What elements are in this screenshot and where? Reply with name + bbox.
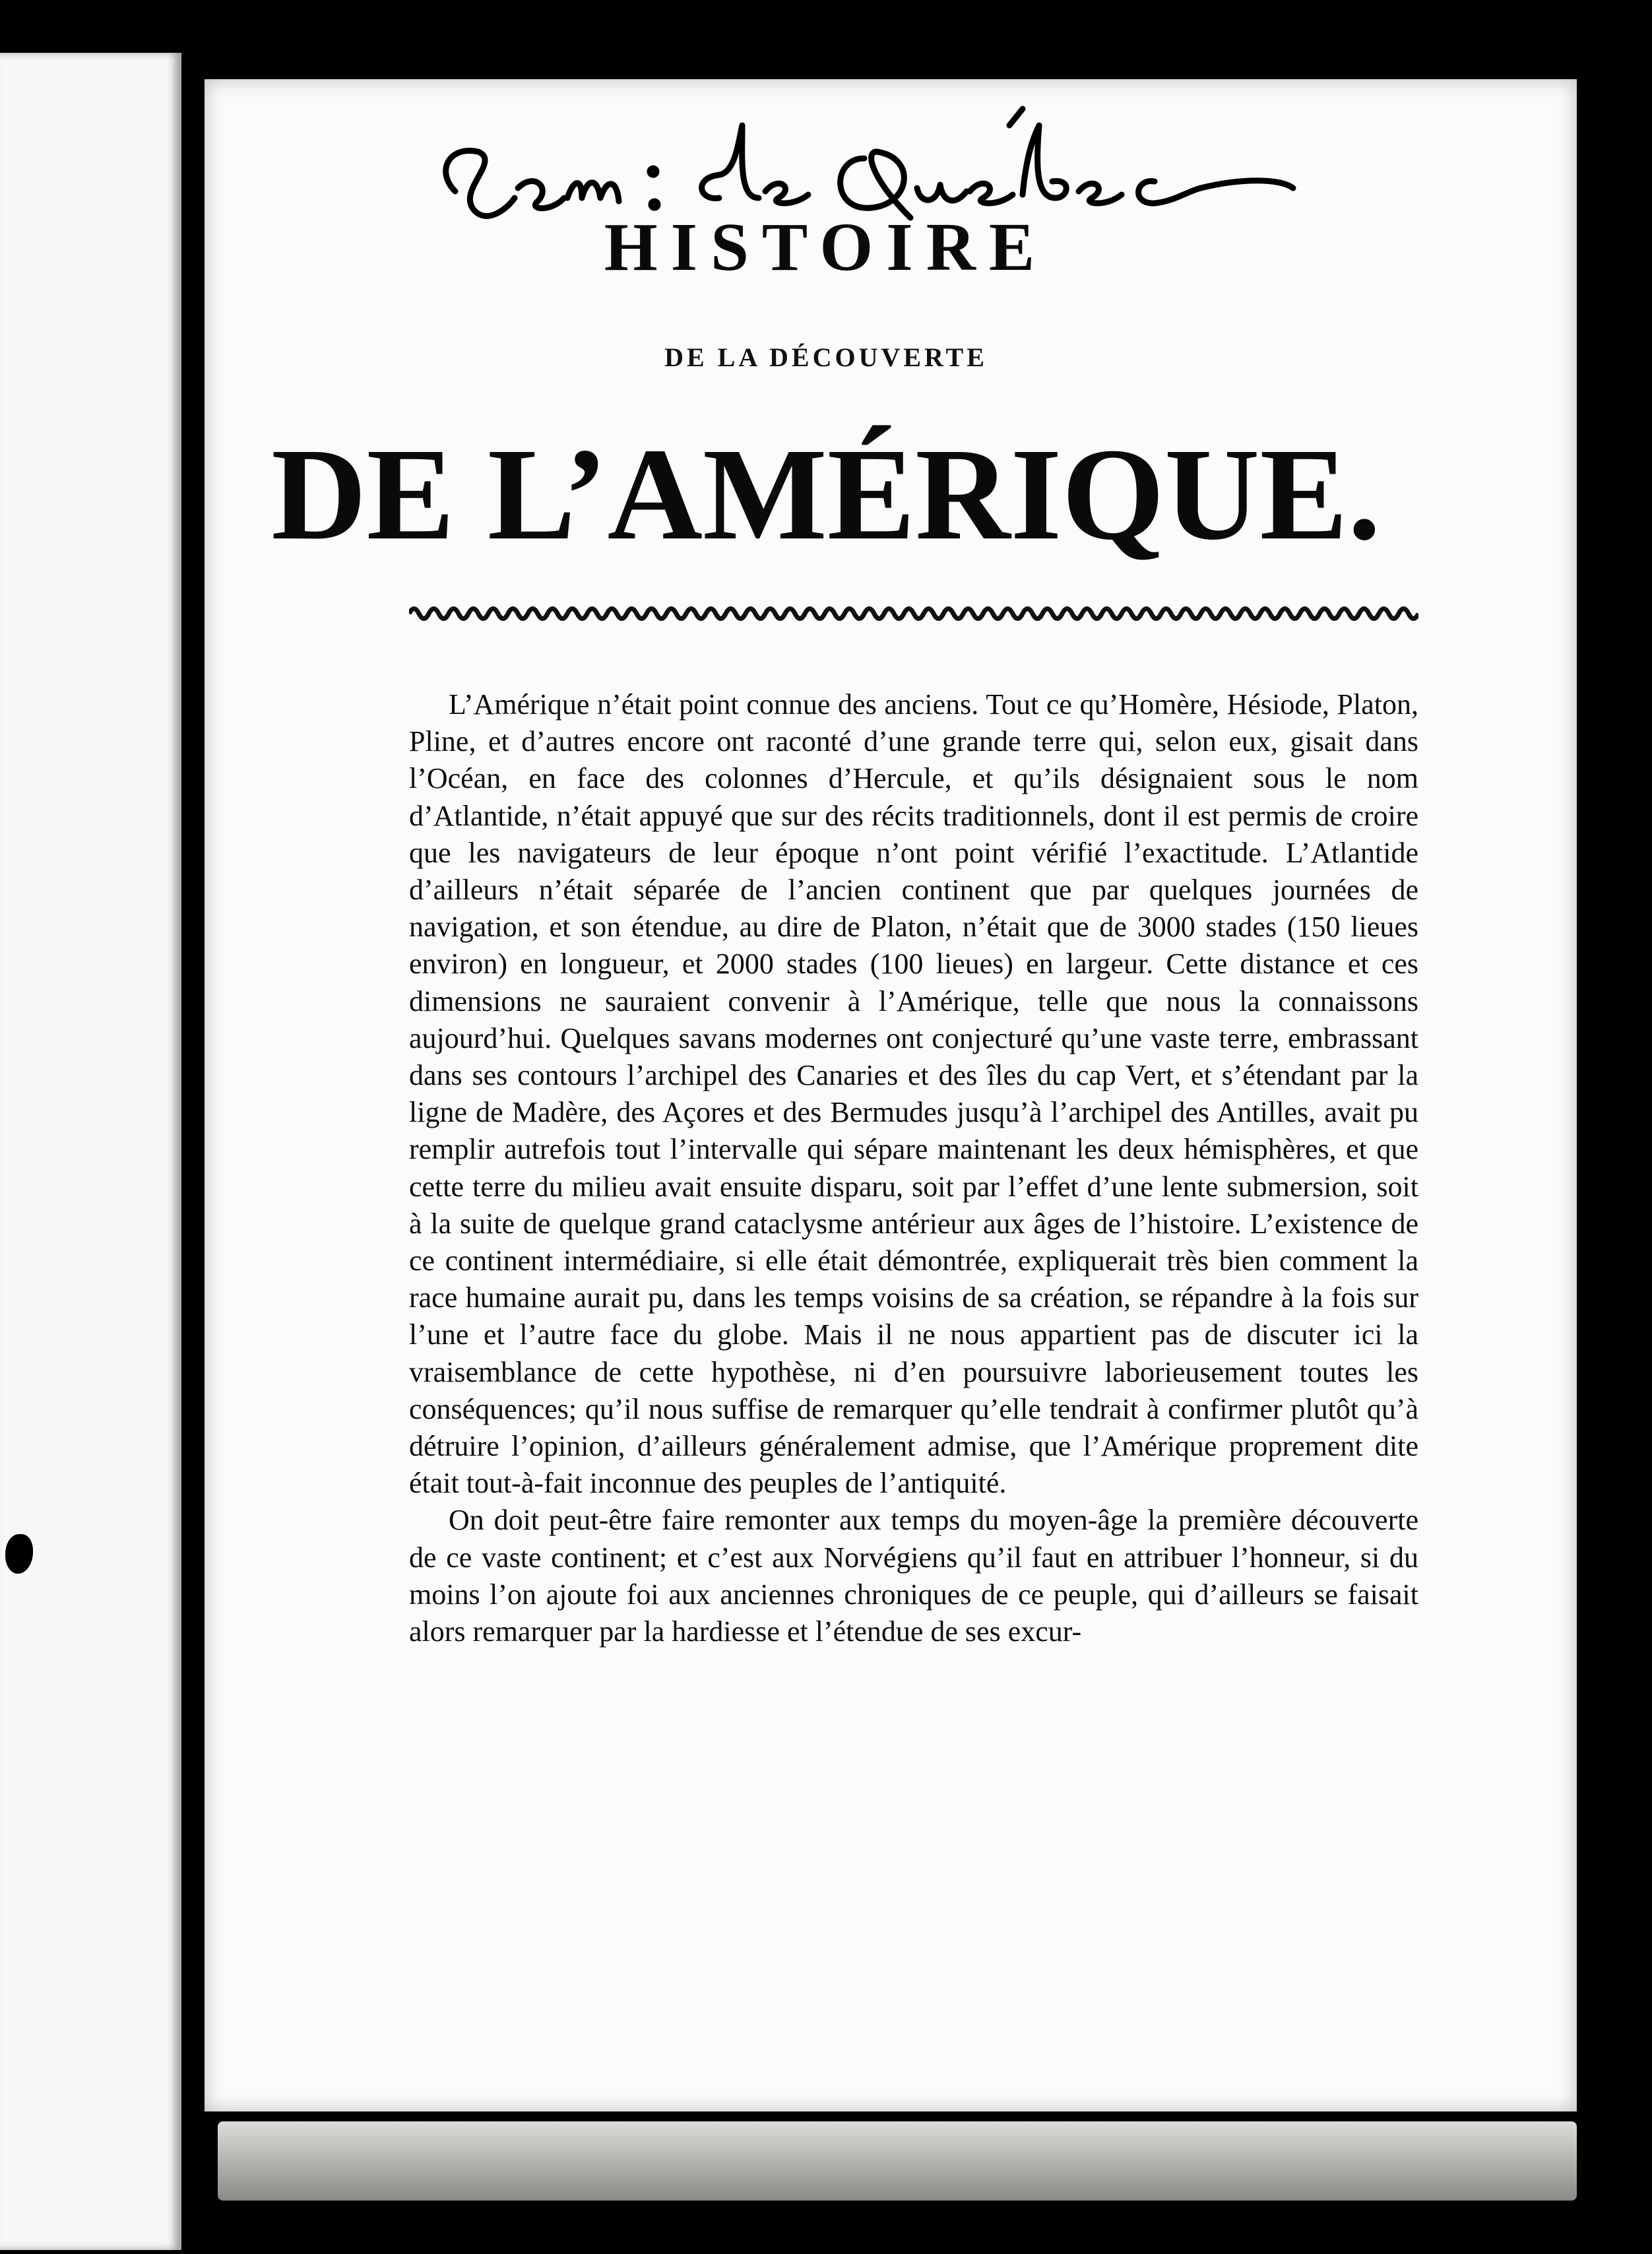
ornamental-rule	[409, 604, 1418, 624]
facing-page-edge	[0, 53, 181, 2250]
subtitle-decouverte: DE LA DÉCOUVERTE	[664, 342, 988, 372]
paragraph-2: On doit peut-être faire remonter aux temps du moyen-âge la première découverte de ce vaste continent; et c’est aux Norvégiens qu’il faut en attribuer l’honneur, si du moins l’on ajoute foi aux anciennes chroniques de ce peuple, qui d’ailleurs se faisait alors remarquer par la hardiesse et l’étendue de ses excur-	[409, 1504, 1418, 1648]
body-text	[409, 686, 1418, 1650]
title-histoire: HISTOIRE	[604, 209, 1048, 285]
title-amerique: DE L’AMÉRIQUE.	[271, 422, 1381, 567]
paragraph-1: L’Amérique n’était point connue des anciens. Tout ce qu’Homère, Hésiode, Platon, Pline, et d’autres encore ont raconté d’une grande terre qui, selon eux, gisait dans l’Océan, en face des colonnes d’Hercule, et qu’ils désignaient sous le nom d’Atlantide, n’était appuyé que sur des récits traditionnels, dont il est permis de croire que les navigateurs de leur époque n’ont point vérifié l’exactitude. L’Atlantide d’ailleurs n’était séparée de l’ancien continent que par quelques journées de navigation, et son étendue, au dire de Platon, n’était que de 3000 stades (150 lieues environ) en longueur, et 2000 stades (100 lieues) en largeur. Cette distance et ces dimensions ne sauraient convenir à l’Amérique, telle que nous la connaissons aujourd’hui. Quelques savans modernes ont conjecturé qu’une vaste terre, embrassant dans ses contours l’archipel des Canaries et des îles du cap Vert, et s’étendant par la ligne de Madère, des Açores et des Bermudes jusqu’à l’archipel des Antilles, avait pu remplir autrefois tout l’intervalle qui sépare maintenant les deux hémisphères, et que cette terre du milieu avait ensuite disparu, soit par l’effet d’une lente submersion, soit à la suite de quelque grand cataclysme antérieur aux âges de l’histoire. L’existence de ce continent intermédiaire, si elle était démontrée, expliquerait très bien comment la race humaine aurait pu, dans les temps voisins de sa création, se répandre à la fois sur l’une et l’autre face du globe. Mais il ne nous appartient pas de discuter ici la vraisemblance de cette hypothèse, ni d’en poursuivre laborieusement toutes les conséquences; qu’il nous suffise de remarquer qu’elle tendrait à confirmer plutôt qu’à détruire l’opinion, d’ailleurs généralement admise, que l’Amérique proprement dite était tout-à-fait inconnue des peuples de l’antiquité.	[409, 688, 1418, 1500]
page-bottom-edge	[218, 2121, 1577, 2201]
